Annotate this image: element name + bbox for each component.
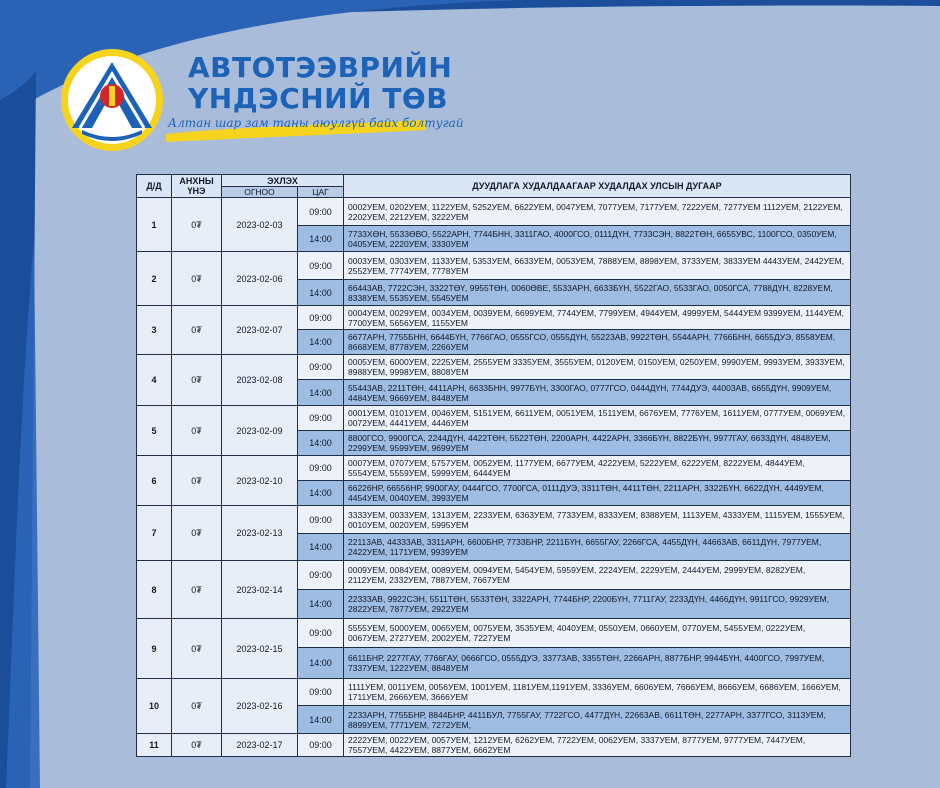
morning-time: 09:00 — [298, 306, 344, 330]
table-row — [137, 734, 851, 757]
starting-price: 0₮ — [172, 406, 222, 456]
afternoon-plates: 66226НР, 66556НР, 9900ГАУ, 0444ГСО, 7700ГСА, 0111ДУЭ, 3311ТӨН, 4411ТӨН, 2211АРН, 3322БҮН, 6622ДҮН, 4449УЕМ, 4454УЕМ, 0040УЕМ, 3993УЕМ — [344, 481, 851, 506]
starting-price: 0₮ — [172, 306, 222, 355]
afternoon-time: 14:00 — [298, 280, 344, 306]
row-number: 10 — [137, 679, 172, 734]
starting-price: 0₮ — [172, 456, 222, 506]
afternoon-plates: 66443АВ, 7722СЭН, 3322ТӨҮ, 9955ТӨН, 0060ӨВЕ, 5533АРН, 6633БҮН, 5522ГАО, 5533ГАО, 0050ГСА, 7788ДҮН, 8228УЕМ, 8338УЕМ, 5535УЕМ, 5545УЕМ — [344, 280, 851, 306]
header-price: АНХНЫ ҮНЭ — [172, 175, 222, 198]
auction-date: 2023-02-07 — [222, 306, 298, 355]
table-row — [137, 406, 851, 431]
auction-date: 2023-02-14 — [222, 561, 298, 619]
morning-time: 09:00 — [298, 355, 344, 380]
afternoon-plates: 7733ХӨН, 5533ӨВО, 5522АРН, 7744БНН, 3311ГАО, 4000ГСО, 0111ДҮН, 7733СЭН, 8822ТӨН, 6655УВС, 1100ГСО, 0350УЕМ, 0405УЕМ, 2220УЕМ, 3330УЕМ — [344, 226, 851, 252]
table-row — [137, 619, 851, 648]
afternoon-time: 14:00 — [298, 481, 344, 506]
table-row — [137, 679, 851, 706]
row-number: 9 — [137, 619, 172, 679]
morning-time: 09:00 — [298, 506, 344, 534]
morning-time: 09:00 — [298, 252, 344, 280]
afternoon-time: 14:00 — [298, 431, 344, 456]
organization-title — [188, 52, 452, 114]
afternoon-plates: 8800ГСО, 9900ГСА, 2244ДҮН, 4422ТӨН, 5522ТӨН, 2200АРН, 4422АРН, 3366БҮН, 8822БҮН, 9977ГАУ, 6633ДҮН, 4848УЕМ, 2299УЕМ, 9599УЕМ, 9699УЕМ — [344, 431, 851, 456]
row-number: 6 — [137, 456, 172, 506]
afternoon-plates: 55443АВ, 2211ТӨН, 4411АРН, 6633БНН, 9977БҮН, 3300ГАО, 0777ГСО, 0444ДҮН, 7744ДУЭ, 44003АВ, 6655ДҮН, 9909УЕМ, 4484УЕМ, 9669УЕМ, 8448УЕМ — [344, 380, 851, 406]
table-row — [137, 198, 851, 226]
auction-date: 2023-02-13 — [222, 506, 298, 561]
auction-date: 2023-02-03 — [222, 198, 298, 252]
starting-price: 0₮ — [172, 198, 222, 252]
header-time: ЦАГ — [298, 187, 344, 198]
morning-time: 09:00 — [298, 456, 344, 481]
morning-time: 09:00 — [298, 198, 344, 226]
morning-time: 09:00 — [298, 561, 344, 590]
morning-plates: 0001УЕМ, 0101УЕМ, 0046УЕМ, 5151УЕМ, 6611УЕМ, 0051УЕМ, 1511УЕМ, 6676УЕМ, 7776УЕМ, 1611УЕМ, 0777УЕМ, 0069УЕМ, 0072УЕМ, 4441УЕМ, 4446УЕМ — [344, 406, 851, 431]
organization-logo — [60, 48, 164, 152]
morning-plates: 0007УЕМ, 0707УЕМ, 5757УЕМ, 0052УЕМ, 1177УЕМ, 6677УЕМ, 4222УЕМ, 5222УЕМ, 6222УЕМ, 8222УЕМ, 4844УЕМ, 5554УЕМ, 5559УЕМ, 5999УЕМ, 6444УЕМ — [344, 456, 851, 481]
morning-time: 09:00 — [298, 679, 344, 706]
afternoon-time: 14:00 — [298, 534, 344, 561]
afternoon-plates: 6677АРН, 7755БНН, 6644БҮН, 7766ГАО, 0555ГСО, 0555ДҮН, 55223АВ, 9922ТӨН, 5544АРН, 7766БНН, 6655ДУЭ, 8558УЕМ, 8668УЕМ, 8778УЕМ, 2266УЕМ — [344, 330, 851, 355]
auction-table-container — [136, 174, 850, 757]
afternoon-plates: 6611БНР, 2277ГАУ, 7766ГАУ, 0666ГСО, 0555ДУЭ, 33773АВ, 3355ТӨН, 2266АРН, 8877БНР, 9944БҮН, 4400ГСО, 7997УЕМ, 7337УЕМ, 1222УЕМ, 8848УЕМ — [344, 648, 851, 679]
header-plates: ДУУДЛАГА ХУДАЛДААГААР ХУДАЛДАХ УЛСЫН ДУГААР — [344, 175, 851, 198]
afternoon-time: 14:00 — [298, 706, 344, 734]
starting-price: 0₮ — [172, 619, 222, 679]
starting-price: 0₮ — [172, 679, 222, 734]
table-row — [137, 355, 851, 380]
slogan: Алтан шар зам таны аюулгүй байх болтугай — [168, 116, 464, 130]
morning-time: 09:00 — [298, 406, 344, 431]
header-num: Д/Д — [137, 175, 172, 198]
afternoon-plates: 22333АВ, 9922СЭН, 5511ТӨН, 5533ТӨН, 3322АРН, 7744БНР, 2200БҮН, 7711ГАУ, 2233ДҮН, 4466ДҮН, 9911ГСО, 9929УЕМ, 2822УЕМ, 7877УЕМ, 2922УЕМ — [344, 590, 851, 619]
title-line-1: АВТОТЭЭВРИЙН — [188, 51, 453, 84]
morning-plates: 5555УЕМ, 5000УЕМ, 0065УЕМ, 0075УЕМ, 3535УЕМ, 4040УЕМ, 0550УЕМ, 0660УЕМ, 0770УЕМ, 5455УЕМ, 0222УЕМ, 0067УЕМ, 2727УЕМ, 2002УЕМ, 7227УЕМ — [344, 619, 851, 648]
starting-price: 0₮ — [172, 252, 222, 306]
row-number: 4 — [137, 355, 172, 406]
auction-date: 2023-02-15 — [222, 619, 298, 679]
header-date: ОГНОО — [222, 187, 298, 198]
afternoon-time: 14:00 — [298, 330, 344, 355]
morning-time: 09:00 — [298, 734, 344, 757]
afternoon-time: 14:00 — [298, 226, 344, 252]
auction-date: 2023-02-10 — [222, 456, 298, 506]
title-line-2: ҮНДЭСНИЙ ТӨВ — [188, 82, 449, 115]
table-row — [137, 306, 851, 330]
starting-price: 0₮ — [172, 734, 222, 757]
auction-date: 2023-02-06 — [222, 252, 298, 306]
morning-plates: 1111УЕМ, 0011УЕМ, 0056УЕМ, 1001УЕМ, 1181УЕМ,1191УЕМ, 3336УЕМ, 6606УЕМ, 7666УЕМ, 8666УЕМ, 6686УЕМ, 1666УЕМ, 1711УЕМ, 2666УЕМ, 3666УЕМ — [344, 679, 851, 706]
starting-price: 0₮ — [172, 355, 222, 406]
row-number: 7 — [137, 506, 172, 561]
auction-date: 2023-02-08 — [222, 355, 298, 406]
morning-time: 09:00 — [298, 619, 344, 648]
afternoon-time: 14:00 — [298, 590, 344, 619]
row-number: 1 — [137, 198, 172, 252]
morning-plates: 0009УЕМ, 0084УЕМ, 0089УЕМ, 0094УЕМ, 5454УЕМ, 5959УЕМ, 2224УЕМ, 2229УЕМ, 2444УЕМ, 2999УЕМ, 8282УЕМ, 2112УЕМ, 2332УЕМ, 7887УЕМ, 7667УЕМ — [344, 561, 851, 590]
morning-plates: 2222УЕМ, 0022УЕМ, 0057УЕМ, 1212УЕМ, 6262УЕМ, 7722УЕМ, 0062УЕМ, 3337УЕМ, 8777УЕМ, 9777УЕМ, 7447УЕМ, 7557УЕМ, 4422УЕМ, 8877УЕМ, 6662УЕМ — [344, 734, 851, 757]
header-start: ЭХЛЭХ — [222, 175, 344, 187]
afternoon-time: 14:00 — [298, 380, 344, 406]
auction-schedule-table — [136, 174, 851, 757]
morning-plates: 0004УЕМ, 0029УЕМ, 0034УЕМ, 0039УЕМ, 6699УЕМ, 7744УЕМ, 7799УЕМ, 4944УЕМ, 4999УЕМ, 5444УЕМ 9399УЕМ, 1144УЕМ, 7700УЕМ, 5656УЕМ, 1155УЕМ — [344, 306, 851, 330]
morning-plates: 0002УЕМ, 0202УЕМ, 1122УЕМ, 5252УЕМ, 6622УЕМ, 0047УЕМ, 7077УЕМ, 7177УЕМ, 7222УЕМ, 7277УЕМ 1112УЕМ, 2122УЕМ, 2202УЕМ, 2212УЕМ, 3222УЕМ — [344, 198, 851, 226]
starting-price: 0₮ — [172, 561, 222, 619]
afternoon-plates: 2233АРН, 7755БНР, 8844БНР, 4411БУЛ, 7755ГАУ, 7722ГСО, 4477ДҮН, 22663АВ, 6611ТӨН, 2277АРН, 3377ГСО, 3113УЕМ, 8899УЕМ, 7771УЕМ, 7272УЕМ, — [344, 706, 851, 734]
morning-plates: 3333УЕМ, 0033УЕМ, 1313УЕМ, 2233УЕМ, 6363УЕМ, 7733УЕМ, 8333УЕМ, 8388УЕМ, 1113УЕМ, 4333УЕМ, 1115УЕМ, 1555УЕМ, 0010УЕМ, 0020УЕМ, 5995УЕМ — [344, 506, 851, 534]
morning-plates: 0003УЕМ, 0303УЕМ, 1133УЕМ, 5353УЕМ, 6633УЕМ, 0053УЕМ, 7888УЕМ, 8898УЕМ, 3733УЕМ, 3833УЕМ 4443УЕМ, 2442УЕМ, 2552УЕМ, 7774УЕМ, 7778УЕМ — [344, 252, 851, 280]
auction-date: 2023-02-09 — [222, 406, 298, 456]
auction-date: 2023-02-16 — [222, 679, 298, 734]
auction-date: 2023-02-17 — [222, 734, 298, 757]
table-row — [137, 506, 851, 534]
afternoon-plates: 22113АВ, 44333АВ, 3311АРН, 6600БНР, 7733БНР, 2211БҮН, 6655ГАУ, 2266ГСА, 4455ДҮН, 44663АВ, 6611ДҮН, 7977УЕМ, 2422УЕМ, 1171УЕМ, 9939УЕМ — [344, 534, 851, 561]
row-number: 11 — [137, 734, 172, 757]
table-row — [137, 561, 851, 590]
table-row — [137, 456, 851, 481]
morning-plates: 0005УЕМ, 6000УЕМ, 2225УЕМ, 2555УЕМ 3335УЕМ, 3555УЕМ, 0120УЕМ, 0150УЕМ, 0250УЕМ, 9990УЕМ, 9993УЕМ, 3933УЕМ, 8988УЕМ, 9998УЕМ, 8808УЕМ — [344, 355, 851, 380]
row-number: 3 — [137, 306, 172, 355]
row-number: 2 — [137, 252, 172, 306]
afternoon-time: 14:00 — [298, 648, 344, 679]
starting-price: 0₮ — [172, 506, 222, 561]
row-number: 8 — [137, 561, 172, 619]
row-number: 5 — [137, 406, 172, 456]
table-row — [137, 252, 851, 280]
